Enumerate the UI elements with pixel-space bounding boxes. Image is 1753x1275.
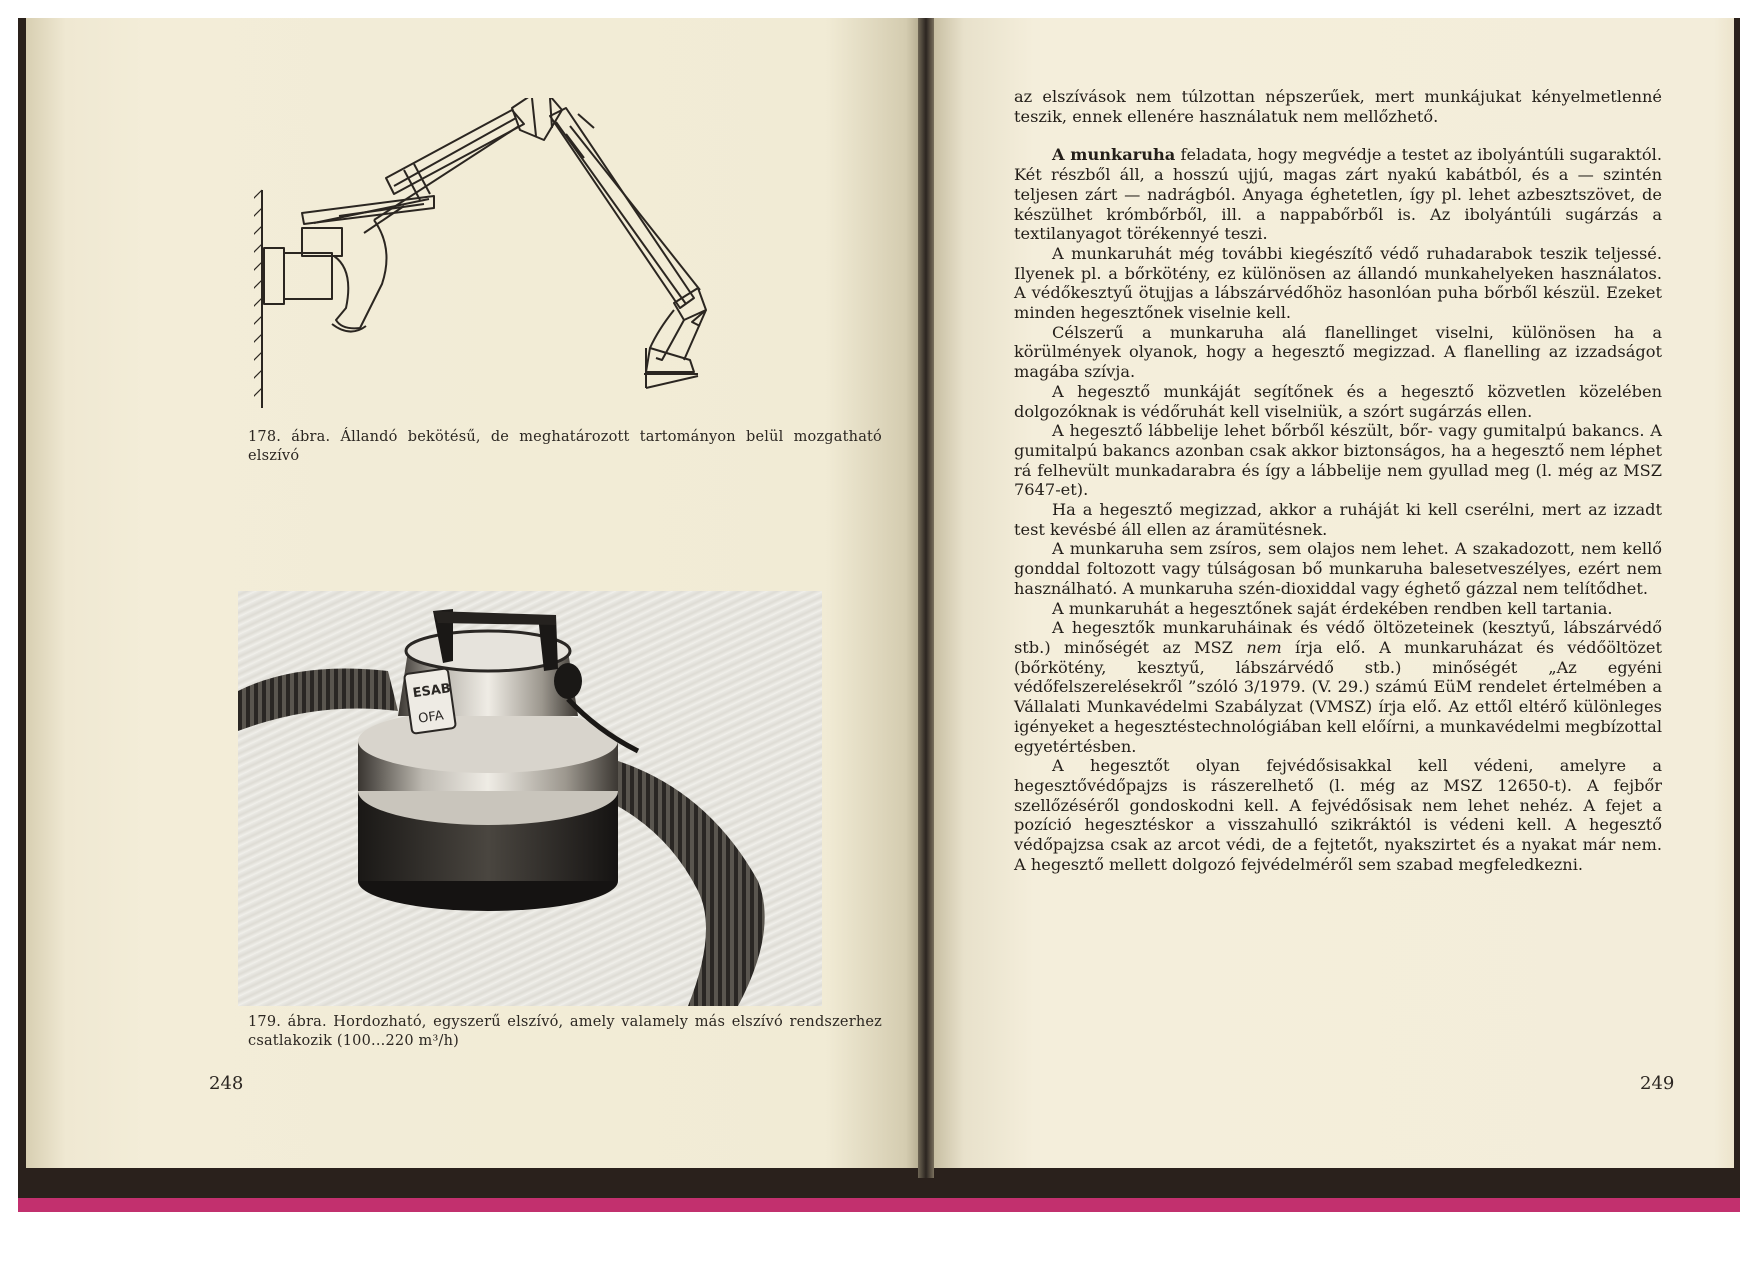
brand-ofa: OFA	[417, 708, 445, 727]
paragraph-text: A hegesztők munkaruháinak és védő öltözeteinek (kesztyű, lábszárvédő stb.) minőségét az MSZ	[1014, 618, 1662, 657]
paragraph: Ha a hegesztő megizzad, akkor a ruháját ki kell cserélni, mert az izzadt test kevésbé áll ellen az áramütésnek.	[1014, 500, 1662, 539]
left-page	[26, 18, 918, 1168]
wall-hatching	[254, 190, 262, 400]
paragraph: A munkaruhát még további kiegészítő védő ruhadarabok teszik teljessé. Ilyenek pl. a bőrkötény, ez különösen az állandó munkahelyeken használatos. A védőkesztyű ötujjas a lábszárvédőhöz hasonlóan puha bőrből készül. Ezeket minden hegesztőnek viselnie kell.	[1014, 243, 1662, 323]
fan-housing	[284, 253, 332, 299]
page-number-right: 249	[1640, 1073, 1675, 1094]
right-page-text	[1014, 87, 1662, 874]
page-number-left: 248	[209, 1073, 244, 1094]
vacuum-photo-svg	[238, 591, 822, 1006]
paragraph: A munkaruhát a hegesztőnek saját érdekében rendben kell tartania.	[1052, 598, 1613, 618]
paragraph-text: írja elő. A munkaruházat és védőöltözet (bőrkötény, kesztyű, lábszárvédő stb.) minőségét „Az egyéni védőfelszerelésekről ”szóló 3/1979. (V. 29.) számú EüM rendelet értelmében a Vállalati Munkavédelmi Szabályzat (VMSZ) írja elő. Az ettől eltérő különleges igényeket a hegesztéstechnológiában kell előírni, a munkavédelmi megbízottal egyetértésben.	[1014, 637, 1663, 756]
pivot-block	[302, 228, 342, 256]
figure-178-caption: 178. ábra. Állandó bekötésű, de meghatározott tartományon belül mozgatható elszívó	[248, 429, 882, 464]
paragraph-text: feladata, hogy megvédje a testet az ibolyántúli sugaraktól. Két részből áll, a hosszú ujjú, magas zárt nyakú kabátból, és a — szintén teljesen zárt — nadrágból. Anyaga éghetetlen, így pl. lehet azbesztszövet, de készülhet krómbőrből, ill. a nappabőrből is. Az ibolyántúli sugárzás a textilanyagot törékennyé teszi.	[1014, 145, 1662, 244]
paragraph: az elszívások nem túlzottan népszerűek, mert munkájukat kényelmetlenné teszik, ennek ellenére használatuk nem mellőzhető.	[1014, 87, 1662, 126]
left-hose	[238, 669, 398, 732]
brand-esab: ESAB	[411, 681, 452, 702]
mount-bracket	[264, 248, 284, 304]
book-gutter	[918, 18, 934, 1178]
paragraph: Célszerű a munkaruha alá flanellinget viselni, különösen ha a körülmények olyanok, hogy a hegesztő megizzad. A flanelling az izzadságot magába szívja.	[1014, 322, 1662, 382]
paragraph	[1014, 618, 1662, 756]
outer-arm	[550, 108, 694, 308]
figure-179-caption: 179. ábra. Hordozható, egyszerű elszívó, amely valamely más elszívó rendszerhez csatlakozik (100...220 m³/h)	[248, 1014, 882, 1049]
italic-nem: nem	[1246, 637, 1282, 657]
paragraph: A hegesztőt olyan fejvédősisakkal kell védeni, amelyre a hegesztővédőpajzs is rászerelhető (l. még az MSZ 12650-t). A fejbőr szellőzéséről gondoskodni kell. A fejvédősisak nem lehet nehéz. A fejet a pozíció hegesztéskor a visszahulló szikráktól is védeni kell. A hegesztő védőpajzsa csak az arcot védi, de a fejtetőt, nyakszirtet és a nyakat már nem. A hegesztő mellett dolgozó fejvédelméről sem szabad megfeledkezni.	[1014, 756, 1662, 874]
open-book	[18, 18, 1740, 1212]
power-switch	[554, 663, 582, 699]
paragraph: A hegesztő munkáját segítőnek és a hegesztő közvetlen közelében dolgozóknak is védőruhát kell viselniük, a szórt sugárzás ellen.	[1014, 381, 1662, 421]
term-munkaruha: A munkaruha	[1052, 145, 1176, 165]
right-hose	[608, 761, 765, 1006]
paragraph	[1014, 145, 1662, 244]
handle-top	[433, 611, 556, 625]
lower-arm-upper-bar	[302, 196, 434, 224]
paragraph: A hegesztő lábbelije lehet bőrből készült, bőr- vagy gumitalpú bakancs. A gumitalpú bakancs azonban csak akkor biztonságos, ha a hegesztő nem léphet rá felhevült munkadarabra és így a lábbelije nem gyullad meg (l. még az MSZ 7647-et).	[1014, 421, 1662, 500]
figure-179-photo	[238, 591, 822, 1006]
figure-178-extraction-arm-drawing	[254, 98, 814, 428]
paragraph: A munkaruha sem zsíros, sem olajos nem lehet. A szakadozott, nem kellő gonddal foltozott vagy túlságosan bő munkaruha balesetveszélyes, ezért nem használható. A munkaruha szén-dioxiddal vagy éghető gázzal nem telítődhet.	[1014, 539, 1662, 598]
